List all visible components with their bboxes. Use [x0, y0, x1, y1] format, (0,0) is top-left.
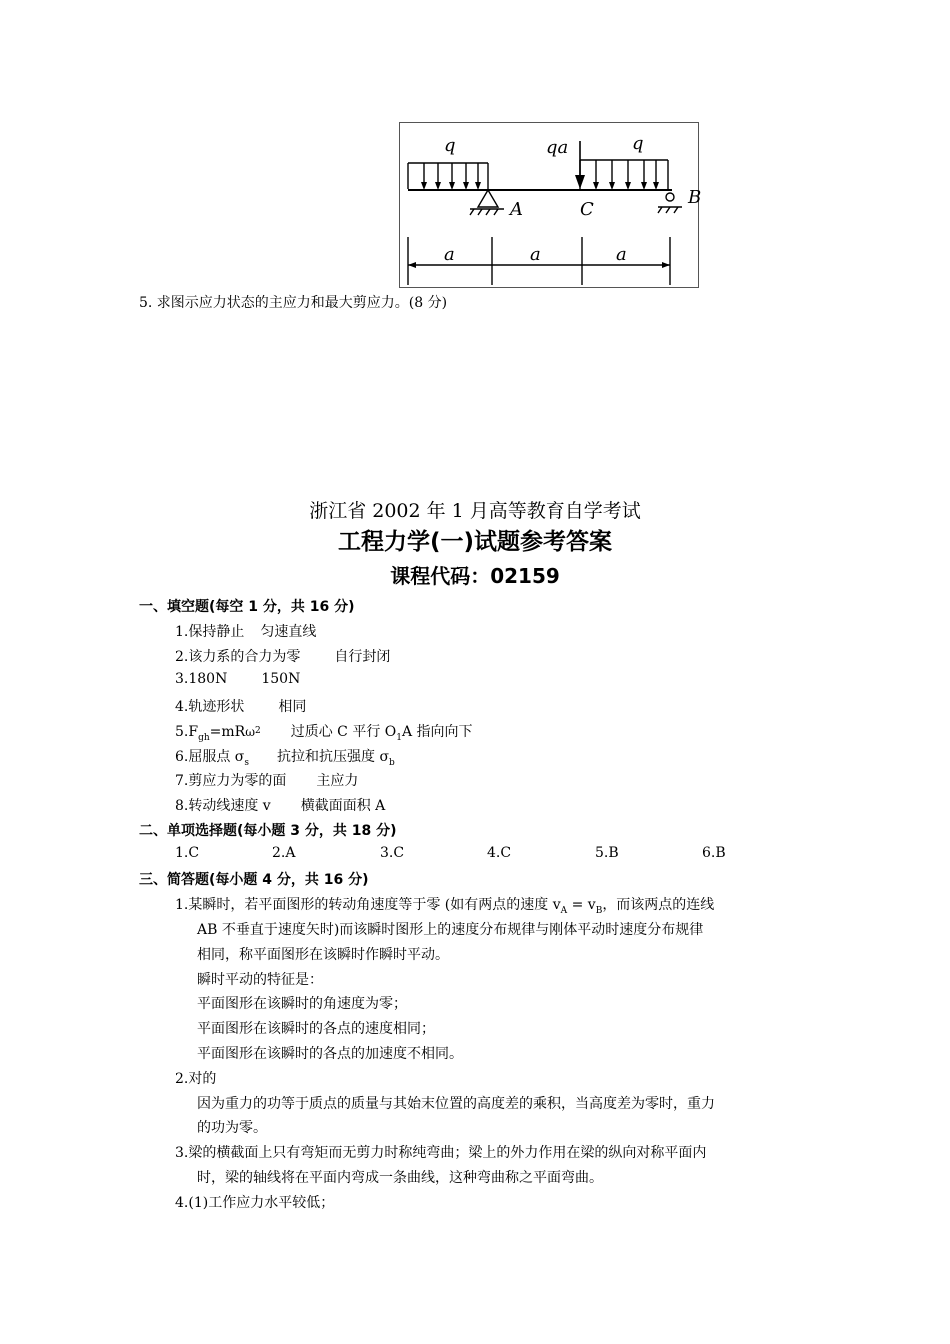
- dim-label: a: [444, 244, 455, 265]
- dim-label: a: [530, 244, 541, 265]
- short-answer-text: 时，梁的轴线将在平面内弯成一条曲线，这种弯曲称之平面弯曲。: [197, 1170, 603, 1186]
- choice-answer: 2.A: [272, 845, 296, 861]
- answer-part: 7.剪应力为零的面: [175, 773, 287, 789]
- fill-answer-7: [175, 770, 358, 790]
- superscript: 2: [254, 726, 261, 736]
- pin-support-A: [478, 190, 498, 207]
- force-arrow-head: [575, 175, 585, 189]
- fill-answer-5: [175, 721, 473, 743]
- question-5: 5. 求图示应力状态的主应力和最大剪应力。(8 分): [139, 295, 448, 311]
- beam-figure: [399, 122, 702, 288]
- choice-answer: 1.C: [175, 845, 200, 861]
- label-force: qa: [546, 137, 569, 158]
- answer-part: 匀速直线: [260, 624, 317, 640]
- subscript: gh: [198, 733, 210, 743]
- exam-title: 浙江省 2002 年 1 月高等教育自学考试: [309, 500, 641, 522]
- answer-part: A 指向向下: [402, 724, 473, 740]
- answer-part: 2.该力系的合力为零: [175, 649, 301, 665]
- choice-answer: 6.B: [702, 845, 726, 861]
- subscript: b: [389, 758, 395, 768]
- subscript: B: [595, 906, 603, 916]
- fill-answer-8: [175, 795, 385, 815]
- fill-answer-2: [175, 646, 390, 666]
- section-3-title: 三、简答题(每小题 4 分，共 16 分): [139, 872, 369, 888]
- answer-text: 1.某瞬时，若平面图形的转动角速度等于零 (如有两点的速度 v: [175, 897, 561, 913]
- roller-support-B: [666, 193, 674, 201]
- answer-part: 5.F: [175, 724, 199, 740]
- answer-part: 3.180N: [175, 671, 228, 687]
- section-1-title: 一、填空题(每空 1 分，共 16 分): [139, 599, 355, 615]
- short-answer-1-line: [175, 894, 714, 916]
- answer-text: ，而该两点的连线: [602, 897, 715, 913]
- course-code: 课程代码：02159: [390, 564, 560, 588]
- fill-answer-1: [175, 621, 316, 641]
- answer-part: =mR: [209, 724, 246, 740]
- label-q-right: q: [632, 133, 644, 154]
- label-q-left: q: [444, 135, 456, 156]
- short-answer-text: 瞬时平动的特征是：: [197, 972, 323, 988]
- subscript: 1: [396, 733, 402, 743]
- answer-part: 过质心 C 平行 O: [290, 724, 397, 740]
- choice-answer: 5.B: [595, 845, 619, 861]
- answer-title: 工程力学(一)试题参考答案: [337, 529, 613, 555]
- short-answer-text: 相同，称平面图形在该瞬时作瞬时平动。: [197, 947, 449, 963]
- subscript: s: [244, 758, 249, 768]
- label-A: A: [510, 199, 523, 220]
- short-answer-3: 3.梁的横截面上只有弯矩而无剪力时称纯弯曲；梁上的外力作用在梁的纵向对称平面内: [175, 1145, 707, 1161]
- choice-answer: 3.C: [380, 845, 405, 861]
- answer-part: 主应力: [316, 773, 359, 789]
- label-C: C: [580, 199, 594, 220]
- answer-part: 6.屈服点 σ: [175, 749, 245, 765]
- short-answer-text: AB 不垂直于速度矢时)而该瞬时图形上的速度分布规律与刚体平动时速度分布规律: [197, 922, 704, 938]
- beam-diagram: [400, 123, 702, 287]
- answer-part: 1.保持静止: [175, 624, 245, 640]
- short-answer-text: 平面图形在该瞬时的角速度为零；: [197, 996, 407, 1012]
- answer-part: 横截面面积 A: [300, 798, 386, 814]
- choice-answer: 4.C: [487, 845, 512, 861]
- answer-part: 8.转动线速度 v: [175, 798, 271, 814]
- answer-part: 抗拉和抗压强度 σ: [277, 749, 390, 765]
- short-answer-4: 4.(1)工作应力水平较低；: [175, 1195, 335, 1211]
- short-answer-text: 因为重力的功等于质点的质量与其始末位置的高度差的乘积，当高度差为零时，重力: [197, 1096, 715, 1112]
- section-2-title: 二、单项选择题(每小题 3 分，共 18 分): [139, 823, 397, 839]
- fill-answer-3: [175, 671, 300, 687]
- answer-part: 150N: [261, 671, 301, 687]
- dim-label: a: [616, 244, 627, 265]
- fill-answer-6: [175, 746, 395, 768]
- short-answer-text: 平面图形在该瞬时的各点的加速度不相同。: [197, 1046, 463, 1062]
- answer-part: 自行封闭: [334, 649, 391, 665]
- short-answer-2: 2.对的: [175, 1071, 217, 1087]
- answer-text: = v: [567, 897, 596, 913]
- answer-part: 相同: [278, 699, 307, 715]
- fill-answer-4: [175, 696, 306, 716]
- answer-part: 4.轨迹形状: [175, 699, 245, 715]
- subscript: A: [560, 906, 568, 916]
- omega-symbol: ω: [245, 725, 255, 739]
- short-answer-text: 的功为零。: [197, 1120, 267, 1136]
- label-B: B: [688, 187, 702, 208]
- short-answer-text: 平面图形在该瞬时的各点的速度相同；: [197, 1021, 435, 1037]
